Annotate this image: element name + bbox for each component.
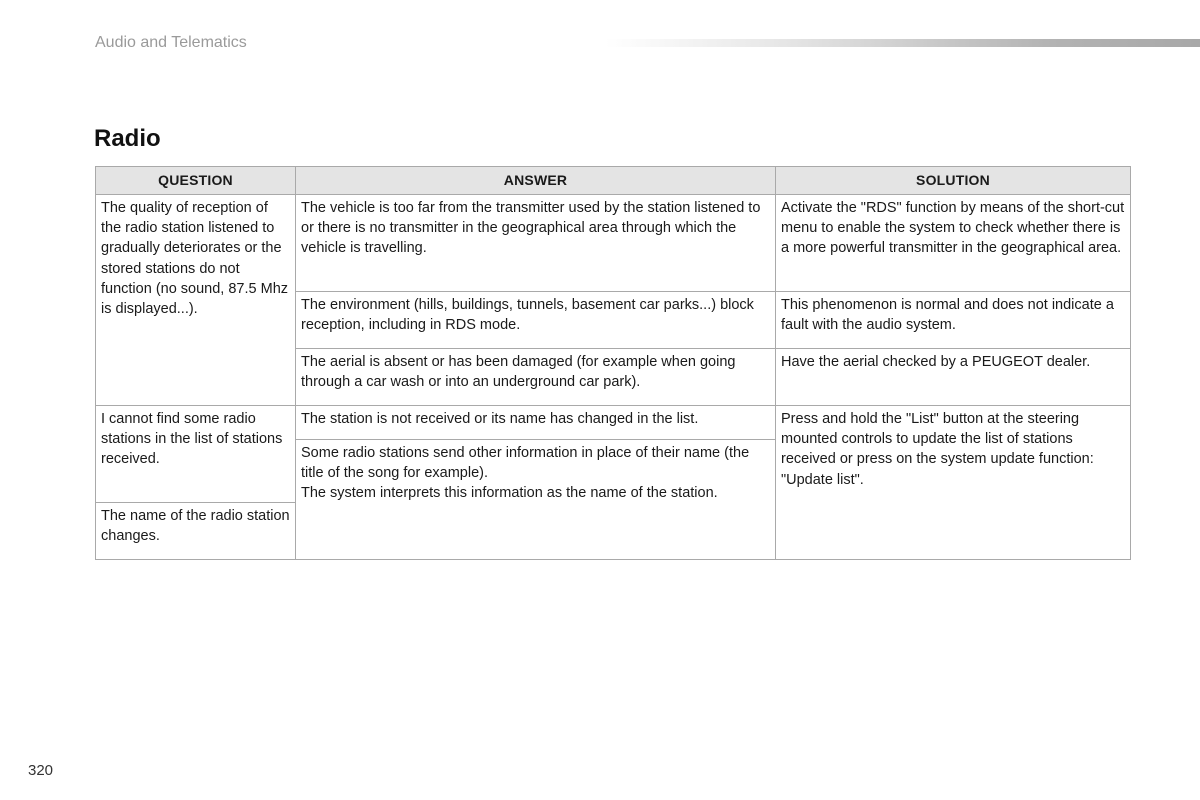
page-number: 320 — [28, 762, 54, 779]
table-row — [96, 195, 1131, 292]
header-rule — [605, 39, 1200, 47]
table-header-row — [96, 167, 1131, 195]
answer-cell: The aerial is absent or has been damaged (for example when going through a car wash or into an underground car park). — [296, 349, 776, 406]
solution-cell: Press and hold the "List" button at the steering mounted controls to update the list of stations received or press on the system update function: "Update list". — [776, 406, 1131, 560]
question-cell: The name of the radio station changes. — [96, 503, 296, 560]
column-header-solution: SOLUTION — [776, 167, 1131, 195]
question-cell: The quality of reception of the radio station listened to gradually deteriorates or the stored stations do not function (no sound, 87.5 Mhz is displayed...). — [96, 195, 296, 406]
question-cell: I cannot find some radio stations in the list of stations received. — [96, 406, 296, 503]
answer-cell: Some radio stations send other information in place of their name (the title of the song for example). The system interprets this information as the name of the station. — [296, 440, 776, 560]
answer-cell: The station is not received or its name has changed in the list. — [296, 406, 776, 440]
page-title: Radio — [94, 125, 161, 152]
solution-cell: Activate the "RDS" function by means of the short-cut menu to enable the system to check whether there is a more powerful transmitter in the geographical area. — [776, 195, 1131, 292]
faq-table — [95, 166, 1131, 560]
solution-cell: This phenomenon is normal and does not indicate a fault with the audio system. — [776, 292, 1131, 349]
column-header-answer: ANSWER — [296, 167, 776, 195]
column-header-question: QUESTION — [96, 167, 296, 195]
table-row — [96, 406, 1131, 440]
answer-cell: The vehicle is too far from the transmitter used by the station listened to or there is no transmitter in the geographical area through which the vehicle is travelling. — [296, 195, 776, 292]
answer-cell: The environment (hills, buildings, tunnels, basement car parks...) block reception, including in RDS mode. — [296, 292, 776, 349]
solution-cell: Have the aerial checked by a PEUGEOT dealer. — [776, 349, 1131, 406]
section-header: Audio and Telematics — [95, 34, 247, 51]
